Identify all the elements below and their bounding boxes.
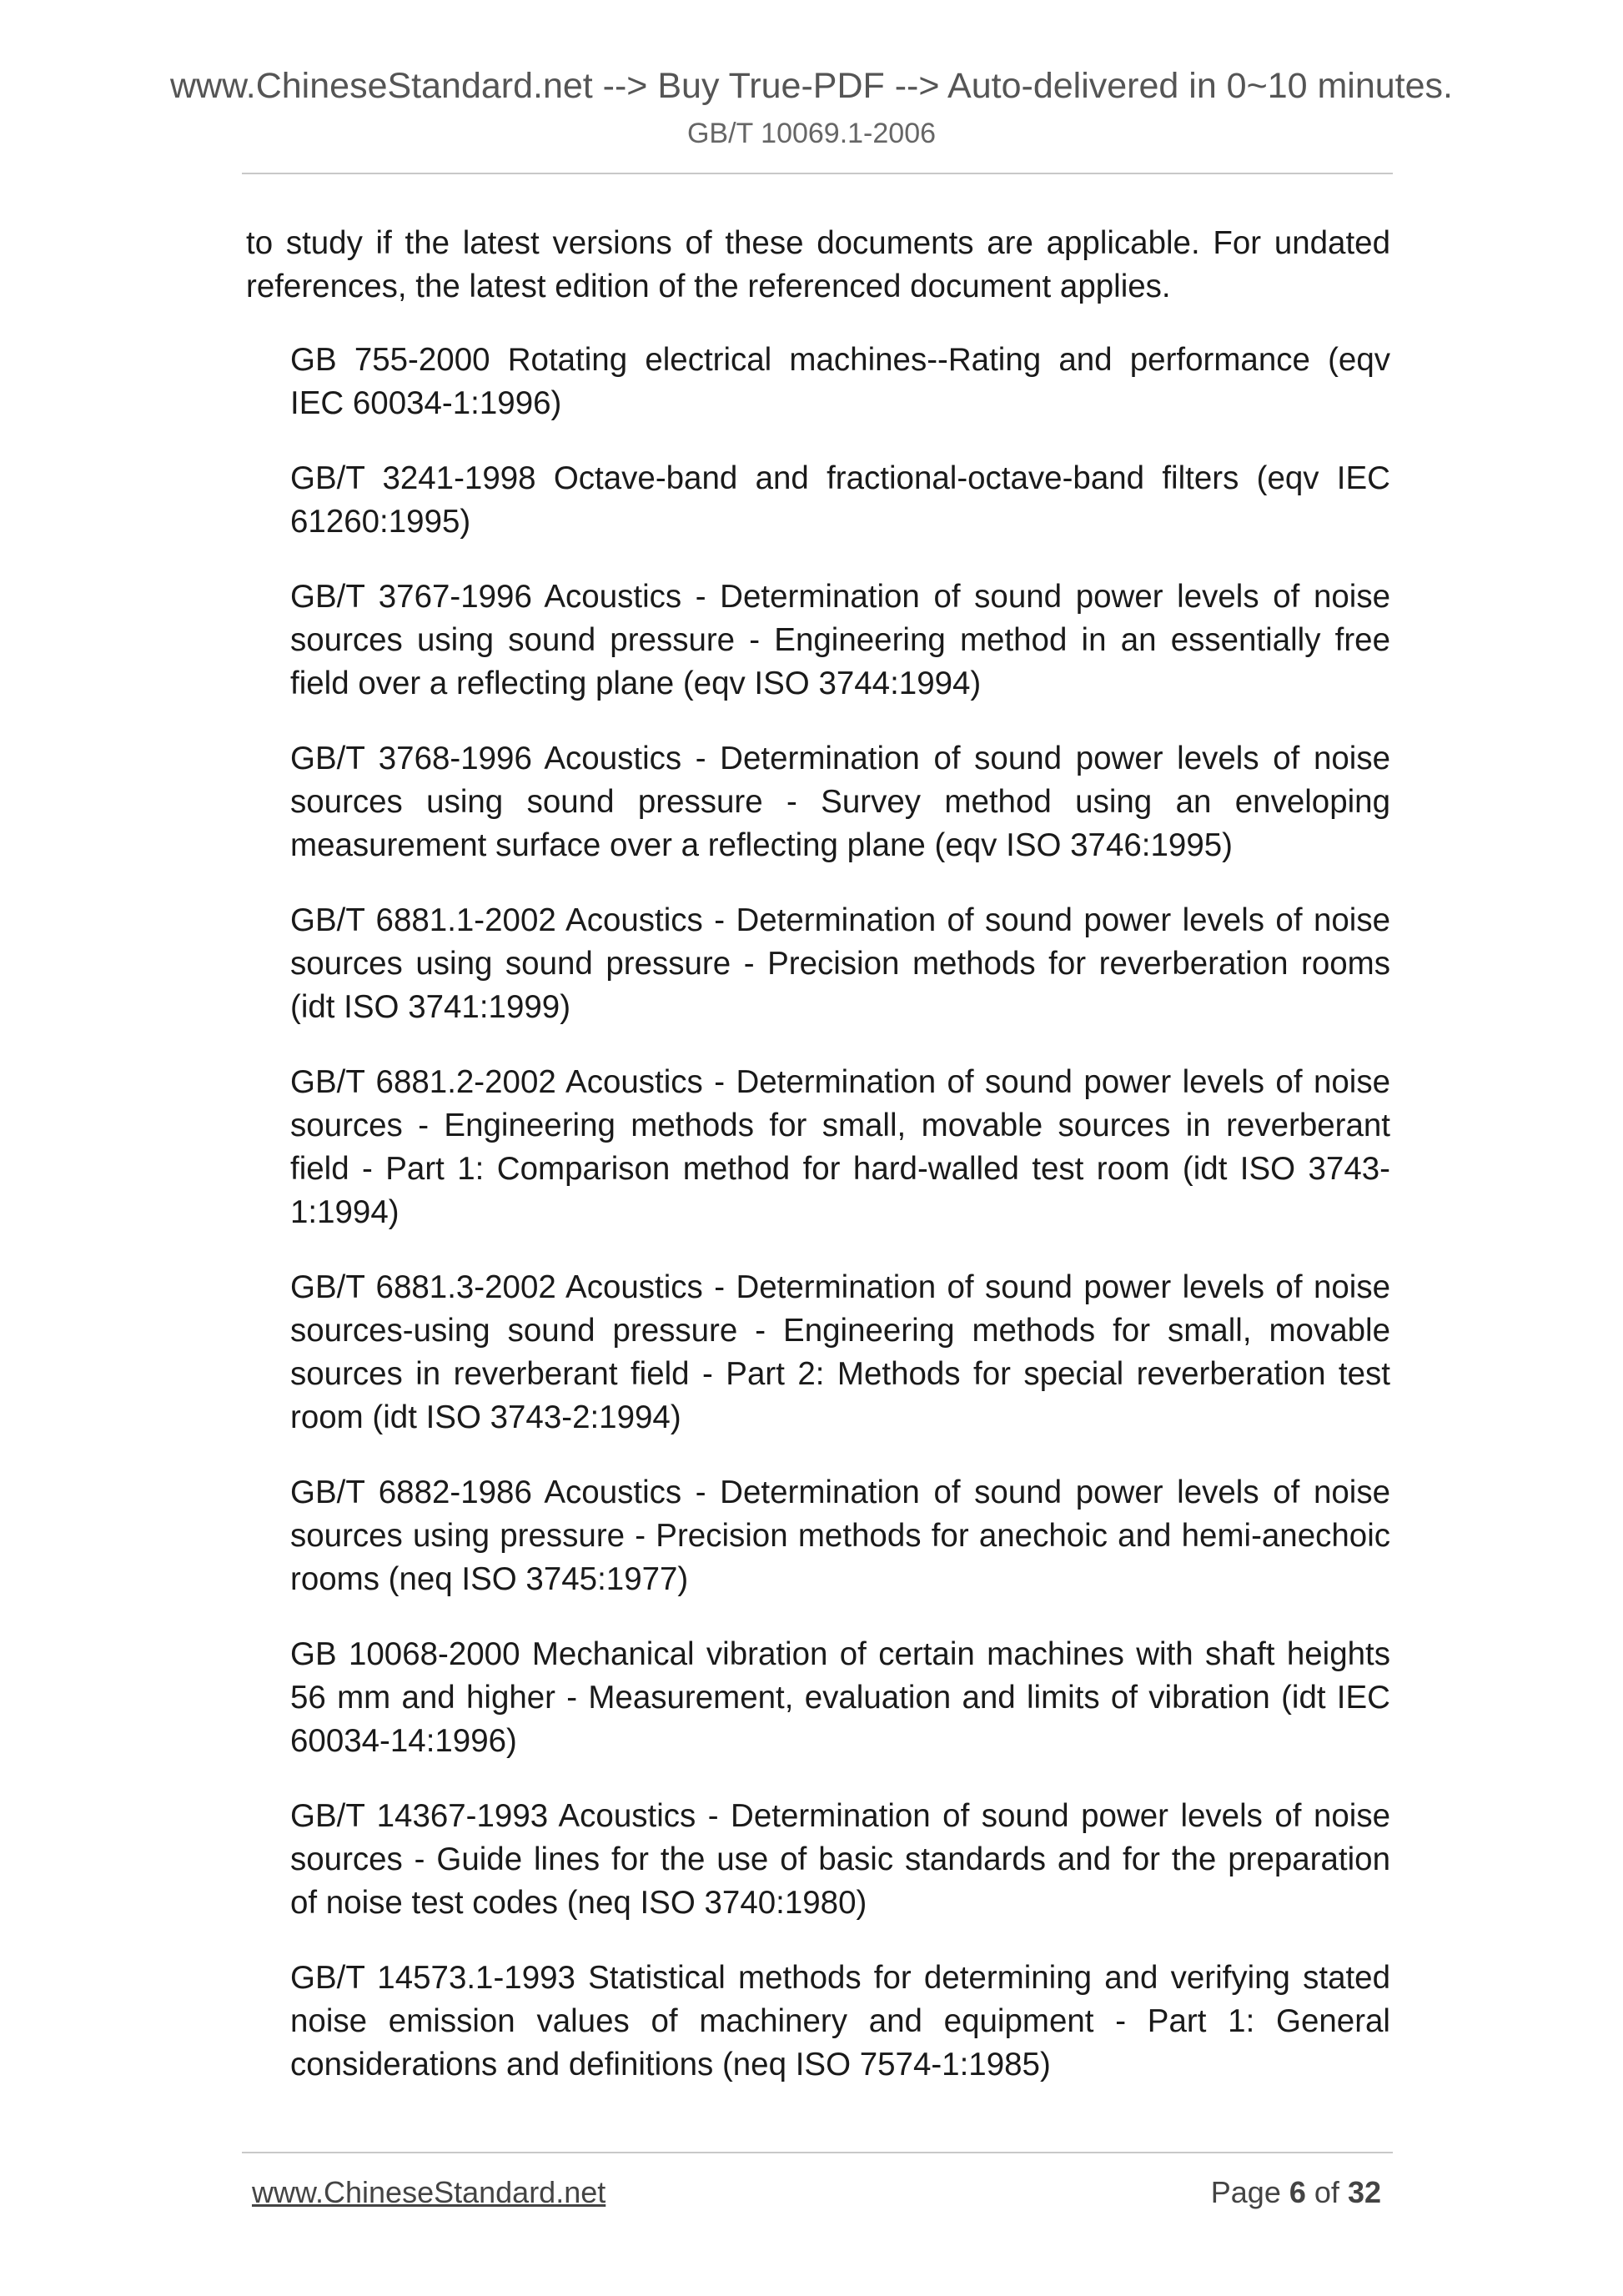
page-number — [1211, 2174, 1381, 2211]
page-body — [246, 222, 1390, 2118]
header-divider — [242, 173, 1393, 174]
reference-item: GB/T 3768-1996 Acoustics - Determination of sound power levels of noise sources using sound pressure - Survey method using an enveloping measurement surface over a reflecting plane (eqv ISO 3746:1995) — [290, 741, 1390, 863]
reference-list — [246, 339, 1390, 2087]
total-pages: 32 — [1347, 2175, 1381, 2209]
reference-item: GB/T 6881.3-2002 Acoustics - Determination of sound power levels of noise sources-using sound pressure - Engineering methods for small, movable sources in reverberant field - Part 2: Methods for special reverberation test room (idt ISO 3743-2:1994) — [290, 1269, 1390, 1435]
current-page: 6 — [1289, 2175, 1306, 2209]
page-of-label: of — [1314, 2175, 1339, 2209]
reference-item: GB/T 3767-1996 Acoustics - Determination of sound power levels of noise sources using sound pressure - Engineering method in an essentially free field over a reflecting plane (eqv ISO 3744:1994) — [290, 579, 1390, 701]
reference-item: GB 10068-2000 Mechanical vibration of certain machines with shaft heights 56 mm and higher - Measurement, evaluation and limits of vibration (idt IEC 60034-14:1996) — [290, 1636, 1390, 1759]
header-banner: www.ChineseStandard.net --> Buy True-PDF --> Auto-delivered in 0~10 minutes. — [169, 66, 1453, 106]
reference-item: GB/T 6881.1-2002 Acoustics - Determination of sound power levels of noise sources using sound pressure - Precision methods for reverberation rooms (idt ISO 3741:1999) — [290, 902, 1390, 1025]
document-code: GB/T 10069.1-2006 — [686, 118, 937, 149]
footer-site-link[interactable]: www.ChineseStandard.net — [252, 2175, 606, 2209]
reference-item: GB/T 14367-1993 Acoustics - Determination of sound power levels of noise sources - Guide lines for the use of basic standards and for the preparation of noise test codes (neq ISO 3740:1980) — [290, 1798, 1390, 1921]
reference-item: GB/T 6881.2-2002 Acoustics - Determination of sound power levels of noise sources - Engineering methods for small, movable sources in reverberant field - Part 1: Comparison method for hard-walled test room (idt ISO 3743-1:1994) — [290, 1064, 1390, 1230]
reference-item: GB/T 14573.1-1993 Statistical methods for determining and verifying stated noise emission values of machinery and equipment - Part 1: General considerations and definitions (neq ISO 7574-1:1985) — [290, 1960, 1390, 2082]
footer-divider — [242, 2152, 1393, 2153]
page-label: Page — [1210, 2175, 1281, 2209]
reference-item: GB/T 3241-1998 Octave-band and fractional-octave-band filters (eqv IEC 61260:1995) — [290, 460, 1390, 540]
intro-paragraph: to study if the latest versions of these documents are applicable. For undated references, the latest edition of the referenced document applies. — [246, 225, 1390, 304]
reference-item: GB/T 6882-1986 Acoustics - Determination of sound power levels of noise sources using pressure - Precision methods for anechoic and hemi-anechoic rooms (neq ISO 3745:1977) — [290, 1475, 1390, 1597]
reference-item: GB 755-2000 Rotating electrical machines--Rating and performance (eqv IEC 60034-1:1996) — [290, 342, 1390, 421]
